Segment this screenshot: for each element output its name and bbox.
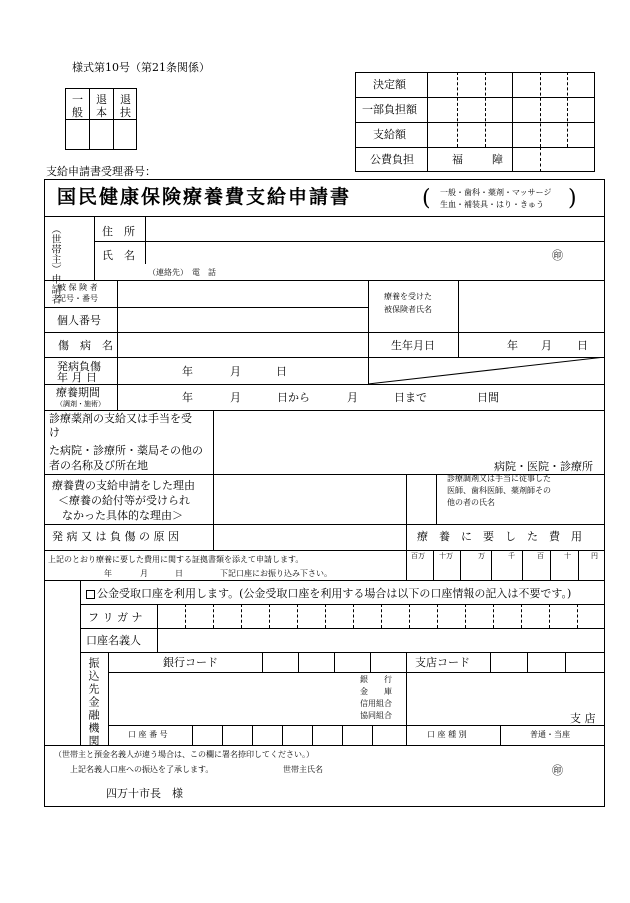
unit-en: 円 <box>591 552 598 560</box>
public-sho: 障 <box>492 153 503 166</box>
stamp-col-taifu: 退 扶 <box>120 93 131 119</box>
public-account-text: 公金受取口座を利用します。(公金受取口座を利用する場合は以下の口座情報の記入は不要です。) <box>97 587 572 600</box>
period-year: 年 <box>182 391 193 404</box>
reason-label-1: 療養費の支給申請をした理由 <box>52 479 195 492</box>
birth-day: 日 <box>577 339 588 352</box>
stamp-col-ippan: 一 般 <box>72 93 83 119</box>
cause-label: 発 病 又 は 負 傷 の 原 因 <box>52 530 179 543</box>
provider-label-2: け <box>49 426 60 439</box>
footer-seal: ㊞ <box>552 764 563 777</box>
bank-code-label: 銀行コード <box>163 656 218 669</box>
onset-label-1: 発病負傷 <box>57 360 101 373</box>
declaration-month: 月 <box>140 569 148 578</box>
period-month: 月 <box>230 391 241 404</box>
onset-year: 年 <box>182 365 193 378</box>
title-types-line2: 生血・補装具・はり・きゅう <box>440 200 544 209</box>
addressee: 四万十市長 様 <box>106 787 183 800</box>
declaration-line2: 下記口座にお振り込み下さい。 <box>220 569 332 578</box>
onset-month: 月 <box>230 365 241 378</box>
unit-sen: 千 <box>508 552 515 560</box>
decision-amount-label: 決定額 <box>373 78 406 91</box>
title-paren-open: ( <box>422 186 431 211</box>
address-label: 住 所 <box>102 225 135 238</box>
branch-suffix: 支 店 <box>570 712 596 725</box>
provider-label-4: 者の名称及び所在地 <box>49 459 148 472</box>
unit-man: 万 <box>478 552 485 560</box>
period-days: 日間 <box>477 391 499 404</box>
form-number: 様式第10号（第21条関係） <box>72 61 210 74</box>
applicant-seal: ㊞ <box>552 249 563 262</box>
period-until: 日まで <box>394 391 427 404</box>
reason-label-3: なかった具体的な理由＞ <box>62 509 183 522</box>
period-month-2: 月 <box>347 391 358 404</box>
declaration-year: 年 <box>104 569 112 578</box>
inst-bank: 銀 行 <box>360 675 392 684</box>
title-types-line1: 一般・歯科・薬剤・マッサージ <box>440 188 552 197</box>
contact-phone-label: （連絡先） 電 話 <box>148 268 216 277</box>
insured-number-label-2: 記号・番号 <box>58 294 98 303</box>
birth-year: 年 <box>507 339 518 352</box>
name-label: 氏 名 <box>102 249 135 262</box>
birth-month: 月 <box>541 339 552 352</box>
public-account-checkbox[interactable] <box>86 590 95 599</box>
payment-amount-label: 支給額 <box>373 128 406 141</box>
public-account-option[interactable] <box>86 588 571 599</box>
provider-label-1: 診療薬剤の支給又は手当を受 <box>49 412 192 425</box>
footer-note: （世帯主と預金名義人が違う場合は、この欄に署名捺印してください。） <box>54 750 314 759</box>
recipient-label-2: 被保険者氏名 <box>384 305 432 314</box>
provider-suffix: 病院・医院・診療所 <box>494 460 593 473</box>
applicant-side-label: （世帯主）申請者 <box>49 224 60 304</box>
account-type-label: 口 座 種 別 <box>427 730 467 739</box>
stamp-col-taihon: 退 本 <box>96 93 107 119</box>
declaration-line1: 上記のとおり療養に要した費用に関する証拠書類を添えて申請します。 <box>48 555 304 564</box>
public-burden-label: 公費負担 <box>370 153 414 166</box>
worker-label-2: 医師、歯科医師、薬剤師その <box>447 486 551 495</box>
declaration-day: 日 <box>175 569 183 578</box>
household-head-label: 世帯主氏名 <box>283 765 323 774</box>
onset-day: 日 <box>276 365 287 378</box>
diagonal-line <box>368 357 605 384</box>
inst-shinyo: 信用組合 <box>360 699 392 708</box>
public-fuku: 福 <box>452 153 463 166</box>
inst-kyodo: 協同組合 <box>360 711 392 720</box>
account-holder-label: 口座名義人 <box>86 634 141 647</box>
cost-label: 療 養 に 要 し た 費 用 <box>417 530 582 543</box>
furigana-label: フ リ ガ ナ <box>88 611 143 624</box>
reason-label-2: ＜療養の給付等が受けられ <box>58 494 190 507</box>
insured-number-label-1: 被 保 険 者 <box>58 283 98 292</box>
transfer-institution-label: 振込先金融機関 <box>87 657 100 748</box>
receipt-number-label: 支給申請書受理番号： <box>46 165 156 178</box>
title-paren-close: ) <box>568 186 577 211</box>
unit-hyakuman: 百万 <box>411 552 425 560</box>
birth-date-label: 生年月日 <box>391 339 435 352</box>
form-title: 国民健康保険療養費支給申請書 <box>57 186 352 208</box>
unit-ju: 十 <box>564 552 571 560</box>
personal-number-label: 個人番号 <box>57 314 101 327</box>
period-from: 日から <box>277 391 310 404</box>
account-number-label: 口 座 番 号 <box>128 730 168 739</box>
worker-label-3: 他の者の氏名 <box>447 498 495 507</box>
consent-text: 上記名義人口座への振込を了承します。 <box>70 765 214 774</box>
provider-label-3: た病院・診療所・薬局その他の <box>49 444 203 457</box>
recipient-label-1: 療養を受けた <box>384 292 432 301</box>
period-sub-label: （調剤・施術） <box>56 400 105 408</box>
onset-label-2: 年 月 日 <box>57 371 97 384</box>
disease-label: 傷 病 名 <box>58 339 113 352</box>
period-label: 療養期間 <box>56 386 100 399</box>
copay-label: 一部負担額 <box>362 103 417 116</box>
unit-juman: 十万 <box>439 552 453 560</box>
worker-label-1: 診療調剤又は手当に従事した <box>447 474 551 483</box>
account-type-options: 普通・当座 <box>530 730 570 739</box>
branch-code-label: 支店コード <box>415 656 470 669</box>
inst-kinko: 金 庫 <box>360 687 392 696</box>
unit-hyaku: 百 <box>537 552 544 560</box>
